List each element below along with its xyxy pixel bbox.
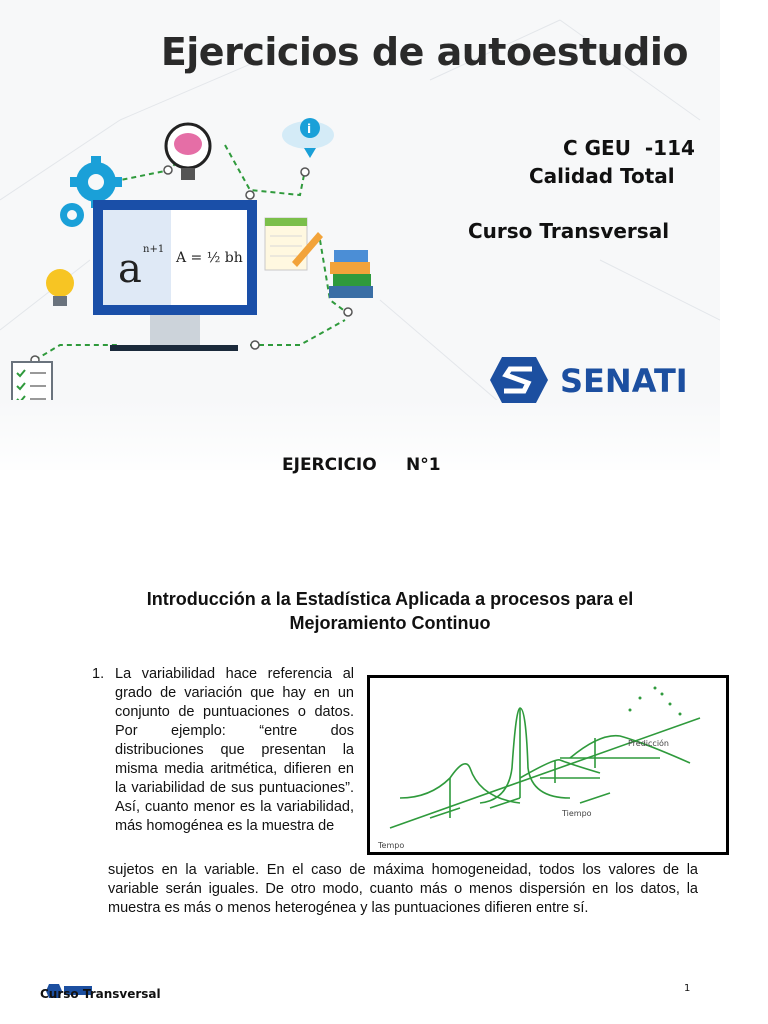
bell-curve-3 (520, 760, 600, 778)
time-axis (390, 718, 700, 828)
formula-exponent: n+1 (143, 244, 165, 255)
paragraph-text-wrapped: La variabilidad hace referencia al grado de variación que hay en un conjunto de puntuaciones o datos. Por ejemplo: “entre dos distribuciones que presentan la misma media aritmética, difieren en la variabilidad de sus puntuaciones”. Así, cuanto menor es la variabilidad, más homogénea es la muestra de (115, 666, 354, 834)
senati-brand: SENATI (560, 362, 688, 400)
page-number: 1 (684, 983, 691, 994)
footer-course-name: Curso Transversal (40, 987, 161, 1001)
paragraph-text-full: sujetos en la variable. En el caso de máxima homogeneidad, todos los valores de la variable serán iguales. De otro modo, cuanto más o menos dispersión en los datos, la muestra es más o menos heterogénea y las puntuaciones difieren entre sí. (108, 862, 698, 916)
page-title: Ejercicios de autoestudio (160, 30, 688, 74)
section-title-line1: Introducción a la Estadística Aplicada a procesos para el (146, 589, 634, 609)
label-prediccion: Predicción (628, 739, 670, 748)
cloud-info-icon (282, 118, 334, 158)
section-title-line2: Mejoramiento Continuo (289, 613, 491, 633)
small-gear-icon (60, 203, 84, 227)
item-number: 1. (92, 666, 105, 682)
paragraph-wrapped (92, 665, 354, 836)
formula-area: A = ½ bh (176, 250, 243, 266)
senati-logo-icon (490, 357, 548, 403)
svg-text:i: i (307, 122, 312, 136)
header-banner (0, 0, 720, 470)
label-tiempo: Tiempo (562, 809, 592, 818)
variability-figure (367, 675, 729, 855)
brain-idea-icon (166, 124, 210, 180)
exercise-number: N°1 (406, 455, 441, 475)
section-title (80, 587, 700, 635)
distribution-diagram (370, 678, 726, 852)
exercise-label: EJERCICIO (282, 455, 377, 475)
notepad-pencil-icon (265, 218, 323, 270)
course-type: Curso Transversal (468, 219, 670, 243)
formula-a: a (118, 246, 142, 292)
monitor-illustration (93, 200, 257, 351)
books-icon (329, 250, 373, 298)
lightbulb-icon (46, 269, 74, 306)
peak-curve (480, 708, 570, 803)
course-code: C GEU -114 (563, 136, 695, 160)
bell-curve-1 (400, 764, 520, 803)
course-name: Calidad Total (529, 164, 675, 188)
label-tempo: Tempo (378, 841, 405, 850)
